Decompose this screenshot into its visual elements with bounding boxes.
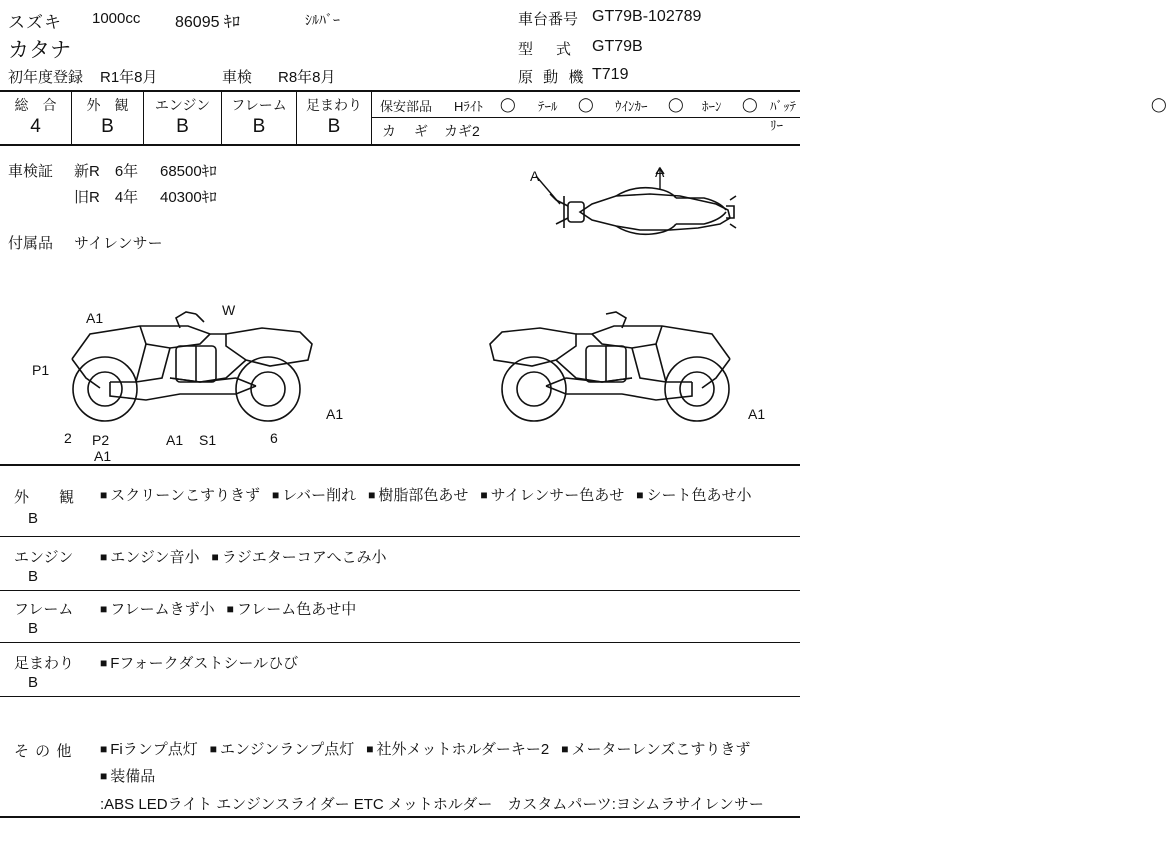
condition-grade: B — [28, 510, 39, 527]
item-text: 樹脂部色あせ — [378, 487, 469, 504]
grade-value: B — [327, 116, 341, 137]
other-extra-line: :ABS LEDライト エンジンスライダー ETC メットホルダー カスタムパーツ:ヨシムラサイレンサー — [100, 796, 764, 813]
shaken-row1-label: 新R 6年 — [74, 163, 139, 180]
list-item — [366, 741, 561, 758]
side-view-label-w: W — [222, 302, 236, 318]
shaken-row1-value: 68500ｷﾛ — [160, 163, 217, 180]
condition-row-engine — [0, 536, 800, 591]
top-view-label-left: A — [530, 168, 540, 184]
condition-title: フレーム — [14, 601, 74, 618]
item-text: 社外メットホルダーキー2 — [376, 741, 550, 758]
side-view-label-a1-lower: A1 — [94, 448, 112, 464]
bullet-square-icon: ■ — [480, 488, 488, 502]
condition-title: そ の 他 — [14, 743, 73, 760]
grades-table — [0, 90, 1167, 146]
bullet-square-icon: ■ — [100, 742, 108, 756]
shaken-row2-value: 40300ｷﾛ — [160, 189, 217, 206]
condition-grade: B — [28, 568, 39, 585]
shaken-row2-label: 旧R 4年 — [74, 189, 139, 206]
engine-value: T719 — [592, 66, 629, 83]
item-text: Fフォークダストシールひび — [110, 655, 299, 672]
grade-value: B — [252, 116, 266, 137]
side-view-label-p2: P2 — [92, 432, 110, 448]
vin-value: GT79B-102789 — [592, 8, 702, 25]
inspection-value: R8年8月 — [278, 69, 336, 86]
grade-title: エンジン — [154, 97, 211, 113]
first-registration-label: 初年度登録 — [8, 69, 84, 86]
list-item — [480, 487, 636, 504]
grade-cell-frame — [222, 92, 297, 144]
key-value: カギ2 — [444, 123, 480, 139]
model-name: カタナ — [8, 39, 71, 62]
list-item — [100, 655, 310, 672]
type-label: 型 式 — [518, 41, 576, 58]
grade-cell-exterior — [72, 92, 144, 144]
item-text: サイレンサー色あせ — [490, 487, 625, 504]
bullet-square-icon: ■ — [226, 602, 234, 616]
condition-items — [100, 544, 794, 571]
vehicle-header — [0, 0, 800, 92]
color-label: ｼﾙﾊﾞｰ — [305, 12, 340, 28]
bullet-square-icon: ■ — [100, 488, 108, 502]
item-text: エンジン音小 — [110, 549, 200, 566]
top-view-label-right: A — [655, 164, 665, 180]
side-view-label-p1: P1 — [32, 362, 50, 378]
condition-row-frame — [0, 590, 800, 643]
bullet-square-icon: ■ — [100, 550, 108, 564]
list-item — [100, 549, 212, 566]
vin-label: 車台番号 — [518, 11, 579, 28]
bike-side-view-right-diagram — [452, 282, 752, 442]
item-text: エンジンランプ点灯 — [220, 741, 355, 758]
item-text: ラジエターコアへこみ小 — [221, 549, 387, 566]
side-view-label-a1-right: A1 — [326, 406, 344, 422]
condition-items — [100, 596, 794, 623]
bike-top-view-diagram — [520, 162, 770, 262]
grade-title: 外 観 — [86, 97, 129, 113]
bullet-square-icon: ■ — [100, 769, 108, 783]
side-view-label-6: 6 — [270, 430, 278, 446]
grade-cell-suspension — [297, 92, 372, 144]
condition-grade: B — [28, 674, 39, 691]
shaken-label: 車検証 — [8, 163, 54, 180]
bullet-square-icon: ■ — [368, 488, 376, 502]
bullet-square-icon: ■ — [636, 488, 644, 502]
condition-items — [100, 482, 794, 509]
side-view-label-2: 2 — [64, 430, 72, 446]
grade-title: フレーム — [231, 97, 287, 113]
list-item — [210, 741, 367, 758]
condition-items — [100, 736, 794, 818]
safety-item-winker-label: ｳｲﾝｶｰ — [615, 99, 648, 114]
bullet-square-icon: ■ — [561, 742, 569, 756]
list-item — [100, 768, 155, 785]
safety-parts-row — [372, 92, 800, 118]
item-text: スクリーンこすりきず — [110, 487, 260, 504]
displacement-label: 1000cc — [92, 10, 141, 27]
list-item — [227, 601, 369, 618]
list-item — [100, 601, 227, 618]
safety-item-battery-label: ﾊﾞｯﾃﾘｰ — [770, 99, 796, 133]
grade-value: 4 — [30, 116, 41, 137]
bike-side-view-left-diagram — [50, 282, 350, 442]
side-view-right-label-a1: A1 — [748, 406, 766, 422]
grade-value: B — [176, 116, 189, 137]
condition-grade: B — [28, 620, 39, 637]
safety-item-tail-label: ﾃｰﾙ — [538, 99, 558, 114]
condition-title: 外 観 — [14, 489, 75, 506]
list-item — [368, 487, 480, 504]
item-text: メーターレンズこすりきず — [571, 741, 751, 758]
engine-label: 原 動 機 — [518, 69, 587, 86]
item-text: フレーム色あせ中 — [236, 601, 357, 618]
list-item — [212, 549, 399, 566]
item-text: レバー削れ — [282, 487, 357, 504]
bullet-square-icon: ■ — [100, 656, 108, 670]
safety-item-battery-mark: ◯ — [1151, 96, 1167, 112]
safety-item-headlight-mark: ◯ — [500, 96, 516, 112]
bullet-square-icon: ■ — [100, 602, 108, 616]
item-text: フレームきず小 — [110, 601, 215, 618]
safety-parts-block — [372, 92, 1167, 144]
safety-item-horn-mark: ◯ — [742, 96, 758, 112]
key-row — [372, 118, 800, 144]
maker-label: スズキ — [8, 13, 62, 32]
item-text: Fiランプ点灯 — [110, 741, 198, 758]
bullet-square-icon: ■ — [271, 488, 280, 502]
grade-cell-engine — [144, 92, 222, 144]
bullet-square-icon: ■ — [209, 742, 217, 756]
bottom-divider — [0, 816, 800, 818]
safety-item-winker-mark: ◯ — [668, 96, 684, 112]
first-registration-value: R1年8月 — [100, 69, 158, 86]
grade-title: 総 合 — [14, 97, 57, 113]
grade-title: 足まわり — [306, 97, 362, 113]
safety-item-horn-label: ﾎｰﾝ — [702, 99, 722, 114]
condition-title: エンジン — [14, 549, 74, 566]
bullet-square-icon: ■ — [211, 550, 219, 564]
item-text: 装備品 — [110, 768, 156, 785]
condition-row-suspension — [0, 642, 800, 697]
inspection-label: 車検 — [222, 69, 253, 86]
grade-cell-total — [0, 92, 72, 144]
list-item — [561, 741, 762, 758]
condition-title: 足まわり — [14, 655, 75, 672]
side-view-label-s1: S1 — [199, 432, 217, 448]
side-view-label-a1-mid: A1 — [166, 432, 184, 448]
list-item — [272, 487, 368, 504]
accessory-label: 付属品 — [8, 235, 54, 252]
condition-row-other — [0, 696, 800, 817]
list-item — [100, 487, 272, 504]
side-view-label-a1-top: A1 — [86, 310, 104, 326]
condition-items — [100, 650, 794, 677]
list-item — [100, 741, 210, 758]
item-text: シート色あせ小 — [646, 487, 752, 504]
type-value: GT79B — [592, 38, 643, 55]
condition-row-exterior — [0, 464, 800, 537]
bullet-square-icon: ■ — [366, 742, 374, 756]
safety-item-headlight-label: Hﾗｲﾄ — [454, 99, 483, 114]
inspection-and-diagram-block — [0, 142, 800, 466]
mileage-label: 86095 ｷﾛ — [175, 14, 240, 31]
list-item — [636, 487, 763, 504]
grade-value: B — [101, 116, 114, 137]
key-label: カ ギ — [382, 123, 430, 139]
safety-item-tail-mark: ◯ — [578, 96, 594, 112]
accessory-value: サイレンサー — [74, 235, 163, 252]
safety-parts-title: 保安部品 — [380, 99, 433, 114]
